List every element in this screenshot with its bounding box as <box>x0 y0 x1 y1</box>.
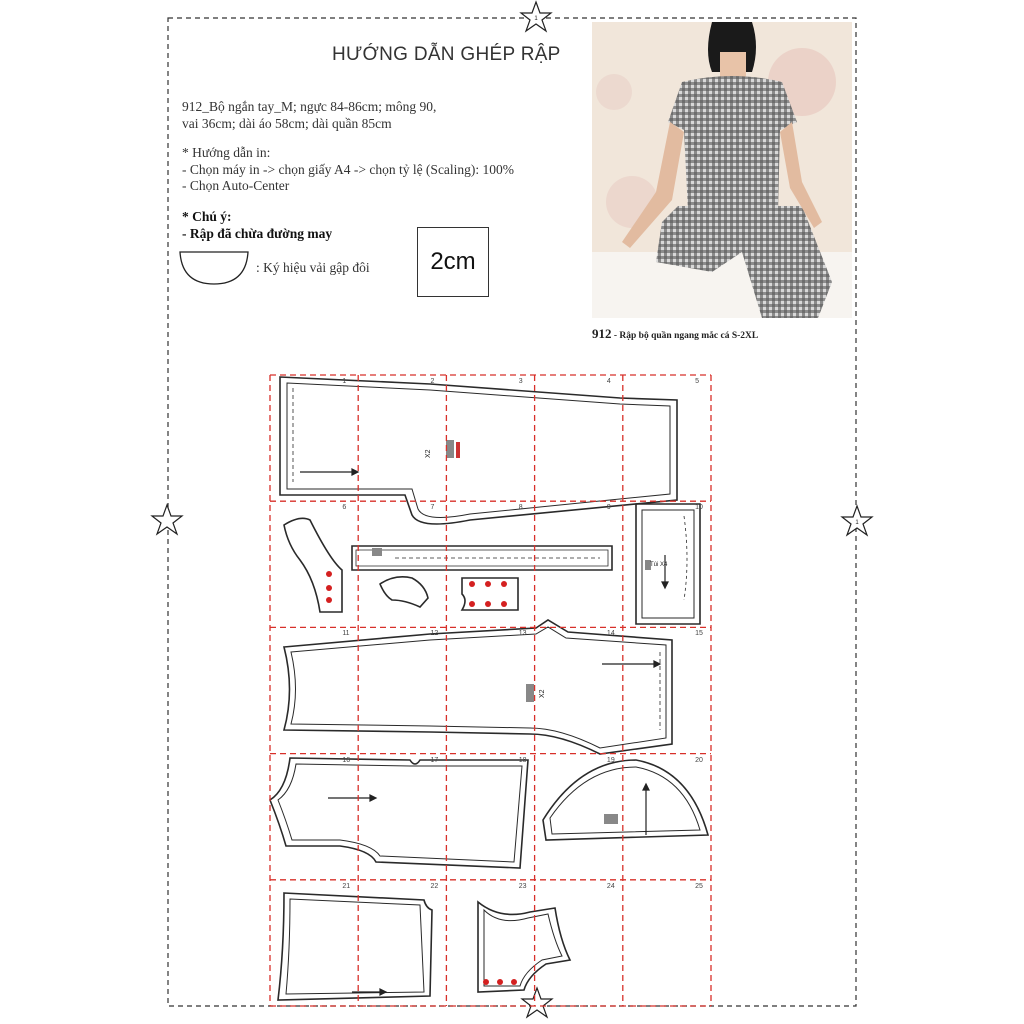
page-number: 6 <box>342 504 347 512</box>
product-photo <box>592 22 852 318</box>
page-number: 7 <box>430 504 435 512</box>
neck-facing-piece <box>284 518 342 612</box>
page-number: 12 <box>430 630 439 638</box>
button-dots <box>326 571 517 985</box>
registration-star-icon <box>842 506 872 535</box>
size-spec-line1: 912_Bộ ngắn tay_M; ngực 84-86cm; mông 90, <box>182 99 437 114</box>
trouser-back-piece <box>284 620 672 754</box>
page-number: 2 <box>430 378 435 385</box>
print-step-1: - Chọn máy in -> chọn giấy A4 -> chọn tỷ lệ (Scaling): 100% <box>182 162 515 177</box>
page-number: 20 <box>695 756 703 764</box>
page-title: HƯỚNG DẪN GHÉP RẬP <box>332 44 561 65</box>
size-spec-line2: vai 36cm; dài áo 58cm; dài quần 85cm <box>182 116 392 131</box>
page-number: 14 <box>606 630 615 638</box>
bodice-piece <box>270 758 528 868</box>
registration-star-icon <box>522 988 552 1017</box>
fold-symbol-icon <box>180 252 248 284</box>
page-number: 11 <box>342 630 350 638</box>
page-number: 22 <box>430 882 439 890</box>
svg-text:1: 1 <box>855 520 859 526</box>
sleeve-piece <box>543 760 708 840</box>
page-number: 18 <box>518 756 527 764</box>
print-heading: * Hướng dẫn in: <box>182 145 271 160</box>
registration-star-icon <box>152 505 182 534</box>
fold-symbol-label: : Ký hiệu vải gập đôi <box>256 260 370 275</box>
trouser-front-piece <box>280 377 677 524</box>
page-number: 17 <box>430 756 439 764</box>
product-number: 912 <box>592 326 612 341</box>
product-caption <box>592 326 758 342</box>
page-number: 16 <box>342 756 351 764</box>
page-number: 19 <box>606 756 615 764</box>
product-caption-text: - Rập bộ quần ngang mắc cá S-2XL <box>611 331 759 341</box>
page-number: 25 <box>695 882 703 890</box>
page-number: 23 <box>518 882 527 890</box>
page-grid <box>270 375 711 1006</box>
note-seam-allowance: - Rập đã chừa đường may <box>182 226 333 241</box>
placket-facing-piece <box>380 577 428 607</box>
page-number: 9 <box>606 504 611 512</box>
back-bodice-piece <box>278 893 432 1000</box>
model-illustration <box>592 22 852 318</box>
page-number: 4 <box>606 378 611 385</box>
print-step-2: - Chọn Auto-Center <box>182 178 290 193</box>
pocket-mark: Túi X4 <box>650 562 668 568</box>
trouser-front-mark: X2 <box>425 449 432 458</box>
size-spec <box>182 98 512 132</box>
page-number: 1 <box>342 378 347 385</box>
trouser-back-mark: X2 <box>539 689 546 698</box>
page-number: 24 <box>606 882 615 890</box>
page-number: 3 <box>518 378 523 385</box>
registration-star-icon <box>521 2 551 31</box>
page-number: 8 <box>518 504 523 512</box>
page-number: 5 <box>695 378 700 385</box>
page-number: 10 <box>695 504 703 512</box>
scale-check-box: 2cm <box>417 227 489 297</box>
page-number: 15 <box>695 630 703 638</box>
page-number: 21 <box>342 882 351 890</box>
page-number: 13 <box>518 630 527 638</box>
note-heading: * Chú ý: <box>182 209 232 224</box>
svg-text:1: 1 <box>534 16 538 22</box>
